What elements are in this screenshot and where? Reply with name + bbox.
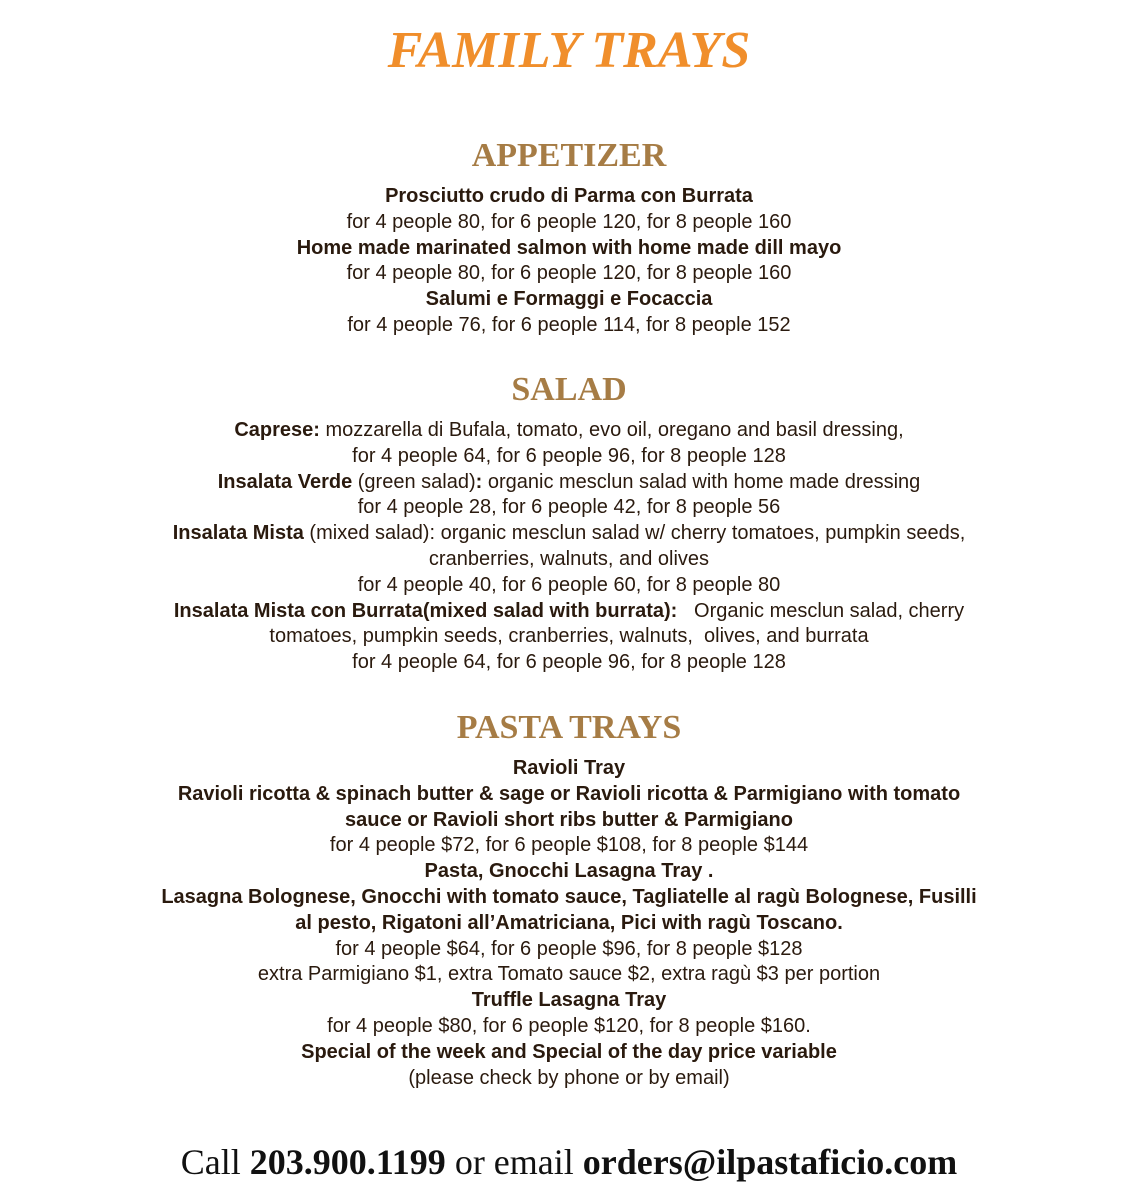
appetizer-item-name: Home made marinated salmon with home made dill mayo — [296, 236, 842, 259]
ravioli-desc-cont: sauce or Ravioli short ribs butter & Parmigiano — [345, 808, 793, 831]
appetizer-item-name: Salumi e Formaggi e Focaccia — [425, 288, 713, 311]
verde-name: Insalata Verde — [217, 470, 353, 493]
salad-section — [0, 368, 1138, 676]
special-title: Special of the week and Special of the day price variable — [301, 1040, 837, 1063]
email-address[interactable]: orders@ilpastaficio.com — [582, 1142, 958, 1182]
special-note: (please check by phone or by email) — [408, 1066, 730, 1089]
call-label: Call — [180, 1142, 250, 1182]
appetizer-section — [0, 134, 1138, 339]
contact-footer — [0, 1140, 1138, 1184]
burrata-price: for 4 people 64, for 6 people 96, for 8 people 128 — [352, 651, 786, 674]
appetizer-item-price: for 4 people 76, for 6 people 114, for 8 people 152 — [347, 313, 791, 336]
burrata-name: Insalata Mista con Burrata(mixed salad with burrata): — [173, 599, 678, 622]
caprese-desc: mozzarella di Bufala, tomato, evo oil, oregano and basil dressing, — [319, 419, 904, 441]
pasta-items — [0, 756, 1138, 1091]
pasta-price: for 4 people $64, for 6 people $96, for 8 people $128 — [335, 937, 803, 960]
salad-items — [0, 418, 1138, 676]
truffle-price: for 4 people $80, for 6 people $120, for 8 people $160. — [327, 1014, 811, 1037]
burrata-line — [0, 599, 1138, 625]
salad-heading: SALAD — [511, 371, 627, 408]
or-email-label: or email — [445, 1142, 583, 1182]
ravioli-title: Ravioli Tray — [512, 757, 626, 779]
verde-colon: : — [475, 470, 483, 493]
caprese-line — [0, 418, 1138, 444]
verde-price: for 4 people 28, for 6 people 42, for 8 people 56 — [357, 496, 781, 519]
appetizer-item-price: for 4 people 80, for 6 people 120, for 8 people 160 — [346, 262, 792, 285]
ravioli-price: for 4 people $72, for 6 people $108, for 8 people $144 — [329, 834, 809, 857]
pasta-title: Pasta, Gnocchi Lasagna Tray . — [424, 860, 714, 883]
pasta-desc-cont: al pesto, Rigatoni all’Amatriciana, Pici with ragù Toscano. — [295, 911, 843, 934]
verde-line — [0, 470, 1138, 496]
pasta-desc: Lasagna Bolognese, Gnocchi with tomato sauce, Tagliatelle al ragù Bolognese, Fusilli — [161, 885, 977, 908]
burrata-desc: Organic mesclun salad, cherry — [677, 599, 965, 622]
verde-paren: (green salad) — [352, 470, 476, 493]
appetizer-item-name: Prosciutto crudo di Parma con Burrata — [385, 185, 753, 207]
pasta-section — [0, 706, 1138, 1091]
ravioli-desc: Ravioli ricotta & spinach butter & sage or Ravioli ricotta & Parmigiano with tomato — [177, 782, 961, 805]
truffle-title: Truffle Lasagna Tray — [471, 989, 667, 1012]
burrata-desc-cont: tomatoes, pumpkin seeds, cranberries, walnuts, olives, and burrata — [269, 625, 869, 648]
phone-number[interactable]: 203.900.1199 — [249, 1142, 446, 1182]
caprese-price: for 4 people 64, for 6 people 96, for 8 people 128 — [352, 444, 786, 467]
mista-name: Insalata Mista — [172, 522, 304, 545]
mista-price: for 4 people 40, for 6 people 60, for 8 people 80 — [357, 573, 781, 596]
mista-line — [0, 521, 1138, 547]
appetizer-items — [0, 184, 1138, 339]
pasta-extras: extra Parmigiano $1, extra Tomato sauce $2, extra ragù $3 per portion — [257, 963, 881, 986]
appetizer-item-price: for 4 people 80, for 6 people 120, for 8 people 160 — [346, 210, 792, 233]
mista-desc: (mixed salad): organic mesclun salad w/ cherry tomatoes, pumpkin seeds, — [303, 522, 966, 545]
mista-desc-cont: cranberries, walnuts, and olives — [428, 547, 710, 570]
caprese-name: Caprese: — [234, 419, 320, 441]
pasta-heading: PASTA TRAYS — [456, 709, 682, 746]
appetizer-heading: APPETIZER — [471, 137, 667, 174]
page-title: FAMILY TRAYS — [387, 22, 751, 79]
verde-desc: organic mesclun salad with home made dressing — [482, 470, 921, 493]
